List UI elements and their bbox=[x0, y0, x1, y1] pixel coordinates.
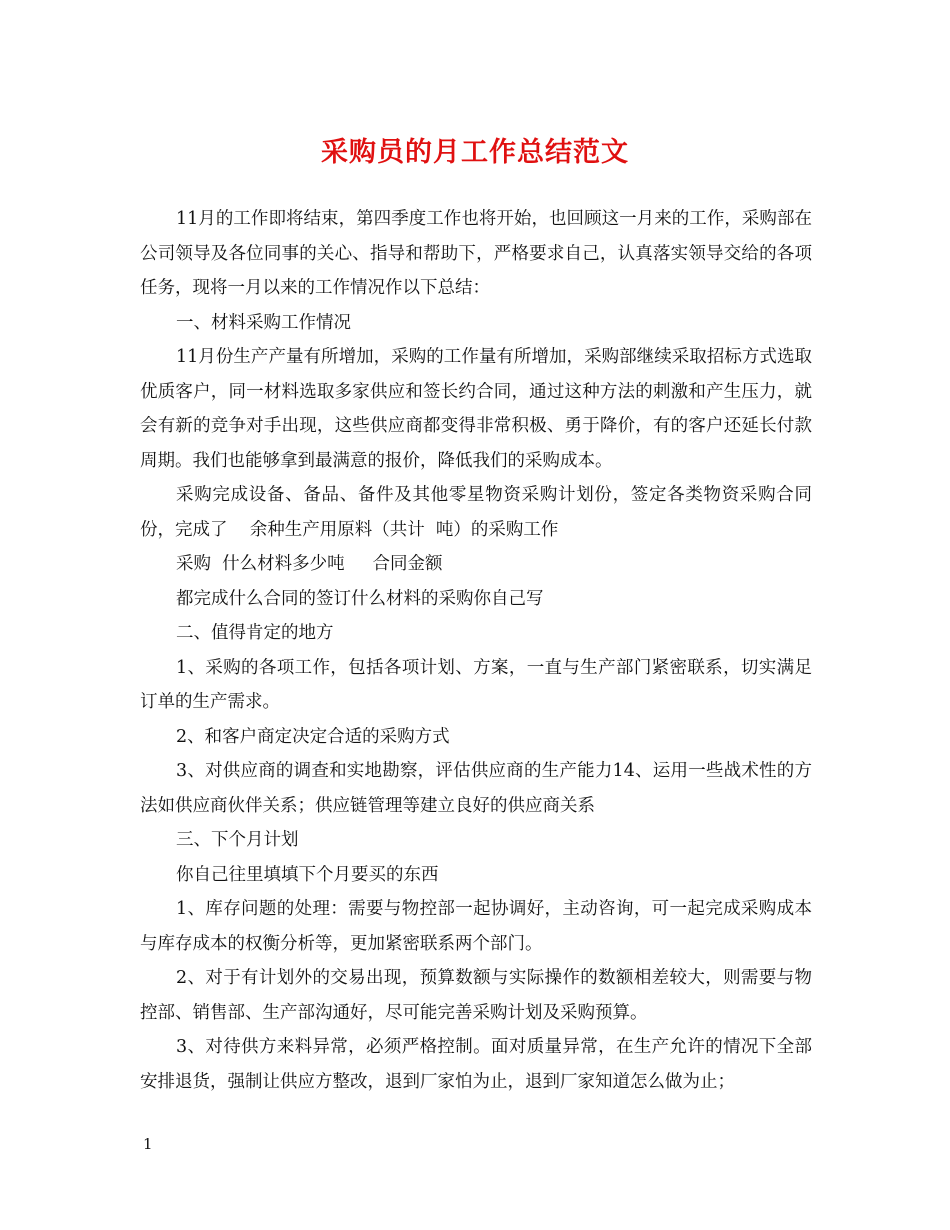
section-heading-achievements: 二、值得肯定的地方 bbox=[176, 623, 334, 643]
document-body bbox=[140, 202, 835, 1099]
page-number: 1 bbox=[143, 1135, 153, 1153]
paragraph-achievement-2: 2、和客户商定决定合适的采购方式 bbox=[176, 726, 450, 747]
paragraph-purchase-table-header: 采购 什么材料多少吨 合同金额 bbox=[176, 554, 443, 574]
paragraph-production-increase: 11月份生产产量有所增加，采购的工作量有所增加，采购部继续采取招标方式选取优质客户，同一材料选取多家供应和签长约合同，通过这种方法的刺激和产生压力，就会有新的竞争对手出现，这些供应商都变得非常积极、勇于降价，有的客户还延长付款周期。我们也能够拿到最满意的报价，降低我们的采购成本。 bbox=[140, 347, 812, 471]
paragraph-next-month-note: 你自己往里填填下个月要买的东西 bbox=[176, 864, 439, 885]
paragraph-purchase-completion: 采购完成设备、备品、备件及其他零星物资采购计划份，签定各类物资采购合同 份，完成了 余种生产用原料（共计 吨）的采购工作 bbox=[140, 485, 835, 540]
paragraph-fill-in-note: 都完成什么合同的签订什么材料的采购你自己写 bbox=[176, 588, 544, 609]
paragraph-plan-1: 1、库存问题的处理：需要与物控部一起协调好，主动咨询，可一起完成采购成本与库存成本的权衡分析等，更加紧密联系两个部门。 bbox=[140, 899, 812, 954]
document-title: 采购员的月工作总结范文 bbox=[321, 137, 629, 168]
section-heading-next-month-plan: 三、下个月计划 bbox=[176, 830, 299, 850]
paragraph-intro: 11月的工作即将结束，第四季度工作也将开始，也回顾这一月来的工作，采购部在公司领导及各位同事的关心、指导和帮助下，严格要求自己，认真落实领导交给的各项任务，现将一月以来的工作情况作以下总结： bbox=[140, 209, 812, 298]
paragraph-plan-3: 3、对待供方来料异常，必须严格控制。面对质量异常，在生产允许的情况下全部安排退货，强制让供应方整改，退到厂家怕为止，退到厂家知道怎么做为止； bbox=[140, 1037, 812, 1092]
paragraph-achievement-1: 1、采购的各项工作，包括各项计划、方案，一直与生产部门紧密联系，切实满足订单的生产需求。 bbox=[140, 657, 812, 712]
section-heading-material-purchasing: 一、材料采购工作情况 bbox=[176, 312, 351, 333]
paragraph-plan-2: 2、对于有计划外的交易出现，预算数额与实际操作的数额相差较大，则需要与物控部、销售部、生产部沟通好，尽可能完善采购计划及采购预算。 bbox=[140, 968, 812, 1023]
paragraph-achievement-3: 3、对供应商的调查和实地勘察，评估供应商的生产能力14、运用一些战术性的方法如供应商伙伴关系；供应链管理等建立良好的供应商关系 bbox=[140, 761, 812, 816]
